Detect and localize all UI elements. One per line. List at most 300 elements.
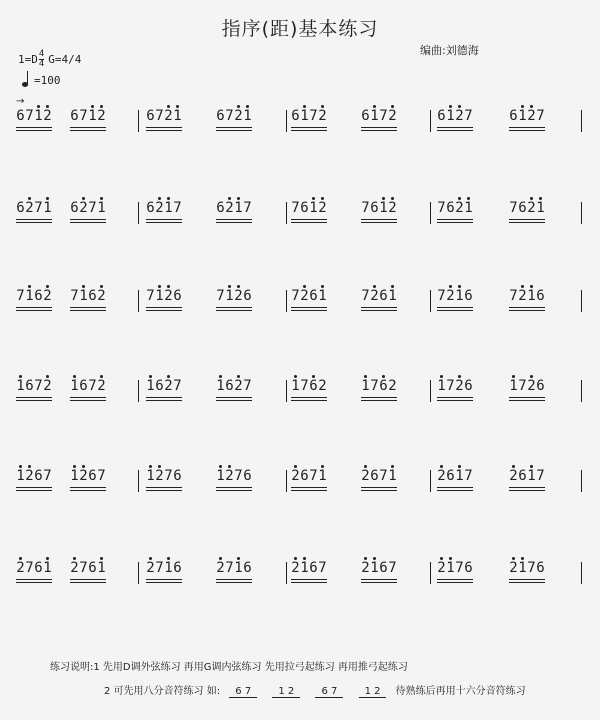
note: 1: [518, 560, 527, 576]
note: 2: [437, 560, 446, 576]
beam-lines: [70, 395, 106, 401]
note: 6: [536, 288, 545, 304]
note-group: [146, 468, 182, 491]
note: 6: [300, 200, 309, 216]
note: 7: [34, 378, 43, 394]
barline: [581, 380, 582, 402]
beam-lines: [291, 217, 327, 223]
note-group: [509, 200, 545, 223]
note: 2: [318, 200, 327, 216]
note: 7: [43, 468, 52, 484]
note: 7: [225, 560, 234, 576]
practice-note-2: 2 可先用八分音符练习 如: 6 7 1 2 6 7 1 2 待熟练后再用十六分音符练习: [104, 686, 526, 697]
barline: [581, 290, 582, 312]
barline: [430, 290, 431, 312]
note: 1: [79, 288, 88, 304]
note: 2: [234, 288, 243, 304]
score-row: [16, 106, 588, 136]
note: 1: [300, 560, 309, 576]
note-group: [291, 200, 327, 223]
note: 7: [234, 468, 243, 484]
note: 6: [146, 200, 155, 216]
note-group: [216, 378, 252, 401]
note-group: [216, 468, 252, 491]
note-group: [361, 378, 397, 401]
note: 7: [536, 468, 545, 484]
note: 6: [309, 288, 318, 304]
beam-lines: [509, 217, 545, 223]
beam-lines: [437, 395, 473, 401]
note: 2: [291, 468, 300, 484]
beam-lines: [437, 577, 473, 583]
time-signature: 4 4: [38, 49, 45, 69]
note: 2: [318, 378, 327, 394]
note: 6: [225, 378, 234, 394]
note: 6: [536, 378, 545, 394]
note: 2: [527, 108, 536, 124]
note-group: [146, 108, 182, 131]
note: 1: [291, 378, 300, 394]
quarter-note-icon: [22, 71, 32, 89]
beam-lines: [509, 485, 545, 491]
note: 2: [361, 560, 370, 576]
note: 2: [43, 288, 52, 304]
note: 6: [216, 108, 225, 124]
note: 7: [79, 560, 88, 576]
note: 7: [164, 468, 173, 484]
note: 1: [527, 468, 536, 484]
beam-lines: [437, 217, 473, 223]
note: 1: [361, 378, 370, 394]
note: 6: [446, 200, 455, 216]
note: 2: [388, 200, 397, 216]
note: 7: [146, 288, 155, 304]
note: 2: [25, 200, 34, 216]
note: 2: [318, 108, 327, 124]
note: 7: [379, 108, 388, 124]
note: 1: [16, 378, 25, 394]
note: 6: [370, 200, 379, 216]
note: 1: [370, 560, 379, 576]
barline: [286, 110, 287, 132]
note: 7: [25, 560, 34, 576]
note: 2: [234, 108, 243, 124]
note-group: [216, 288, 252, 311]
note: 1: [318, 468, 327, 484]
note: 1: [70, 468, 79, 484]
beam-lines: [509, 395, 545, 401]
note: 2: [300, 288, 309, 304]
beam-lines: [70, 485, 106, 491]
note-group: [291, 108, 327, 131]
note-group: [437, 560, 473, 583]
note: 7: [34, 200, 43, 216]
note: 6: [70, 108, 79, 124]
note: 7: [318, 560, 327, 576]
note-group: [291, 288, 327, 311]
note-group: [437, 108, 473, 131]
barline: [286, 290, 287, 312]
note: 1: [318, 288, 327, 304]
note-group: [146, 560, 182, 583]
note-group: [437, 200, 473, 223]
note: 1: [43, 200, 52, 216]
note-group: [16, 288, 52, 311]
note-group: [70, 378, 106, 401]
note: 6: [464, 560, 473, 576]
note: 2: [527, 378, 536, 394]
note-group: [16, 378, 52, 401]
score-row: [16, 466, 588, 496]
beam-lines: [291, 577, 327, 583]
note-group: [16, 200, 52, 223]
note: 1: [173, 108, 182, 124]
note-group: [216, 560, 252, 583]
note: 1: [234, 560, 243, 576]
barline: [138, 202, 139, 224]
note: 1: [243, 108, 252, 124]
note: 7: [243, 200, 252, 216]
barline: [430, 380, 431, 402]
note: 6: [518, 468, 527, 484]
note: 1: [309, 200, 318, 216]
note: 1: [146, 468, 155, 484]
note: 2: [97, 288, 106, 304]
note: 1: [34, 108, 43, 124]
beam-lines: [216, 395, 252, 401]
note: 2: [70, 560, 79, 576]
note-group: [70, 560, 106, 583]
note: 6: [173, 288, 182, 304]
note: 6: [536, 560, 545, 576]
note-group: [437, 288, 473, 311]
barline: [138, 470, 139, 492]
barline: [430, 202, 431, 224]
beam-lines: [146, 125, 182, 131]
note: 7: [437, 288, 446, 304]
note: 1: [446, 560, 455, 576]
note: 2: [97, 108, 106, 124]
note: 1: [88, 108, 97, 124]
page-title: 指序(距)基本练习: [221, 18, 379, 40]
note: 7: [388, 560, 397, 576]
note: 1: [146, 378, 155, 394]
note: 6: [34, 468, 43, 484]
note-group: [146, 288, 182, 311]
note: 7: [464, 468, 473, 484]
note: 6: [34, 288, 43, 304]
note: 1: [164, 560, 173, 576]
note: 2: [291, 560, 300, 576]
note: 2: [225, 468, 234, 484]
note: 6: [70, 200, 79, 216]
note: 1: [300, 108, 309, 124]
note-group: [291, 378, 327, 401]
note: 6: [379, 560, 388, 576]
note: 7: [446, 378, 455, 394]
note: 1: [388, 288, 397, 304]
note: 1: [518, 108, 527, 124]
note: 1: [25, 288, 34, 304]
note: 1: [155, 288, 164, 304]
note: 6: [309, 378, 318, 394]
barline: [138, 110, 139, 132]
note: 7: [155, 108, 164, 124]
note: 7: [243, 378, 252, 394]
barline: [286, 380, 287, 402]
note: 6: [291, 108, 300, 124]
note-group: [509, 560, 545, 583]
note: 1: [216, 468, 225, 484]
alt-time-signature: G=4/4: [48, 53, 82, 66]
note: 7: [16, 288, 25, 304]
note: 1: [455, 468, 464, 484]
note: 6: [464, 378, 473, 394]
note: 6: [79, 378, 88, 394]
note: 7: [173, 200, 182, 216]
note: 7: [225, 108, 234, 124]
note: 1: [164, 200, 173, 216]
beam-lines: [437, 125, 473, 131]
note: 2: [225, 200, 234, 216]
barline: [581, 470, 582, 492]
barline: [430, 562, 431, 584]
barline: [581, 562, 582, 584]
note-group: [509, 468, 545, 491]
note: 7: [70, 288, 79, 304]
note-group: [361, 560, 397, 583]
barline: [430, 110, 431, 132]
beam-lines: [146, 305, 182, 311]
note: 6: [34, 560, 43, 576]
note: 2: [164, 288, 173, 304]
note: 7: [379, 468, 388, 484]
beam-lines: [70, 125, 106, 131]
note-group: [361, 108, 397, 131]
note: 7: [509, 200, 518, 216]
beam-lines: [361, 125, 397, 131]
barline: [138, 290, 139, 312]
beam-lines: [70, 217, 106, 223]
note: 6: [361, 108, 370, 124]
note-group: [509, 108, 545, 131]
note-group: [70, 288, 106, 311]
note-group: [437, 378, 473, 401]
note: 1: [370, 108, 379, 124]
note: 6: [16, 200, 25, 216]
note: 7: [291, 288, 300, 304]
note: 7: [518, 378, 527, 394]
note-group: [146, 200, 182, 223]
note-group: [16, 108, 52, 131]
note: 2: [79, 200, 88, 216]
note: 6: [243, 288, 252, 304]
note: 6: [437, 108, 446, 124]
note: 1: [379, 200, 388, 216]
score-row: [16, 376, 588, 406]
beam-lines: [16, 395, 52, 401]
beam-lines: [361, 485, 397, 491]
note: 6: [88, 288, 97, 304]
note: 6: [16, 108, 25, 124]
beam-lines: [437, 305, 473, 311]
note-group: [509, 288, 545, 311]
note: 6: [216, 200, 225, 216]
practice-notes: [50, 656, 526, 704]
note: 2: [155, 468, 164, 484]
note: 1: [43, 560, 52, 576]
note: 1: [234, 200, 243, 216]
note: 1: [16, 468, 25, 484]
practice-note-1: 练习说明:1 先用D调外弦练习 再用G调内弦练习 先用拉弓起练习 再用推弓起练习: [50, 662, 408, 673]
note: 7: [173, 378, 182, 394]
note: 7: [88, 378, 97, 394]
beam-lines: [361, 305, 397, 311]
note: 6: [509, 108, 518, 124]
barline: [286, 562, 287, 584]
note: 7: [527, 560, 536, 576]
note: 2: [79, 468, 88, 484]
note: 2: [455, 378, 464, 394]
beam-lines: [216, 577, 252, 583]
beam-lines: [16, 217, 52, 223]
barline: [430, 470, 431, 492]
barline: [581, 110, 582, 132]
note-group: [437, 468, 473, 491]
note: 1: [70, 378, 79, 394]
note-group: [216, 200, 252, 223]
note: 2: [97, 378, 106, 394]
barline: [286, 470, 287, 492]
note: 2: [164, 378, 173, 394]
note: 2: [361, 468, 370, 484]
barline: [581, 202, 582, 224]
note: 2: [509, 560, 518, 576]
note: 2: [164, 108, 173, 124]
note: 6: [309, 560, 318, 576]
note: 1: [464, 200, 473, 216]
note: 1: [527, 288, 536, 304]
key-signature: 1=D: [18, 53, 38, 66]
note: 7: [509, 288, 518, 304]
note: 6: [464, 288, 473, 304]
score-row: [16, 558, 588, 588]
beam-lines: [146, 485, 182, 491]
note: 6: [173, 468, 182, 484]
note: 6: [446, 468, 455, 484]
note: 1: [216, 378, 225, 394]
note: 2: [146, 560, 155, 576]
note: 2: [216, 560, 225, 576]
note-group: [16, 560, 52, 583]
note: 6: [155, 378, 164, 394]
beam-lines: [361, 577, 397, 583]
note: 7: [88, 200, 97, 216]
note: 2: [25, 468, 34, 484]
note: 7: [309, 468, 318, 484]
note: 2: [234, 378, 243, 394]
note: 7: [437, 200, 446, 216]
note-group: [361, 200, 397, 223]
note-group: [361, 288, 397, 311]
beam-lines: [216, 485, 252, 491]
score-row: [16, 198, 588, 228]
beam-lines: [70, 305, 106, 311]
beam-lines: [291, 485, 327, 491]
note: 6: [370, 468, 379, 484]
barline: [138, 380, 139, 402]
note: 2: [43, 108, 52, 124]
note: 2: [43, 378, 52, 394]
note: 7: [464, 108, 473, 124]
beam-lines: [291, 305, 327, 311]
note: 6: [88, 560, 97, 576]
note-group: [70, 200, 106, 223]
note: 2: [455, 200, 464, 216]
note-group: [216, 108, 252, 131]
note: 7: [291, 200, 300, 216]
note: 6: [379, 378, 388, 394]
note-group: [509, 378, 545, 401]
barline: [138, 562, 139, 584]
note: 6: [25, 378, 34, 394]
beam-lines: [16, 305, 52, 311]
note: 2: [527, 200, 536, 216]
note-group: [146, 378, 182, 401]
note: 6: [88, 468, 97, 484]
note: 6: [243, 560, 252, 576]
beam-lines: [509, 305, 545, 311]
note: 7: [79, 108, 88, 124]
note: 7: [536, 108, 545, 124]
note-group: [361, 468, 397, 491]
beam-lines: [361, 217, 397, 223]
beam-lines: [291, 395, 327, 401]
beam-lines: [437, 485, 473, 491]
beam-lines: [70, 577, 106, 583]
note-group: [70, 108, 106, 131]
beam-lines: [216, 217, 252, 223]
note: 1: [509, 378, 518, 394]
composer-credit: 编曲:刘德海: [420, 44, 479, 57]
score-header: [18, 50, 81, 89]
note: 2: [509, 468, 518, 484]
score-row: [16, 286, 588, 316]
note: 6: [300, 468, 309, 484]
note: 2: [518, 288, 527, 304]
note: 6: [243, 468, 252, 484]
note: 1: [446, 108, 455, 124]
note: 1: [388, 468, 397, 484]
note: 2: [446, 288, 455, 304]
note: 7: [309, 108, 318, 124]
note: 6: [173, 560, 182, 576]
note: 1: [225, 288, 234, 304]
note: 1: [97, 200, 106, 216]
beam-lines: [146, 577, 182, 583]
note: 2: [455, 108, 464, 124]
barline: [286, 202, 287, 224]
beam-lines: [16, 577, 52, 583]
note: 7: [370, 378, 379, 394]
tempo-marking: =100: [22, 71, 81, 89]
note: 7: [155, 560, 164, 576]
beam-lines: [16, 125, 52, 131]
beam-lines: [291, 125, 327, 131]
beam-lines: [146, 217, 182, 223]
note: 2: [155, 200, 164, 216]
note: 6: [379, 288, 388, 304]
